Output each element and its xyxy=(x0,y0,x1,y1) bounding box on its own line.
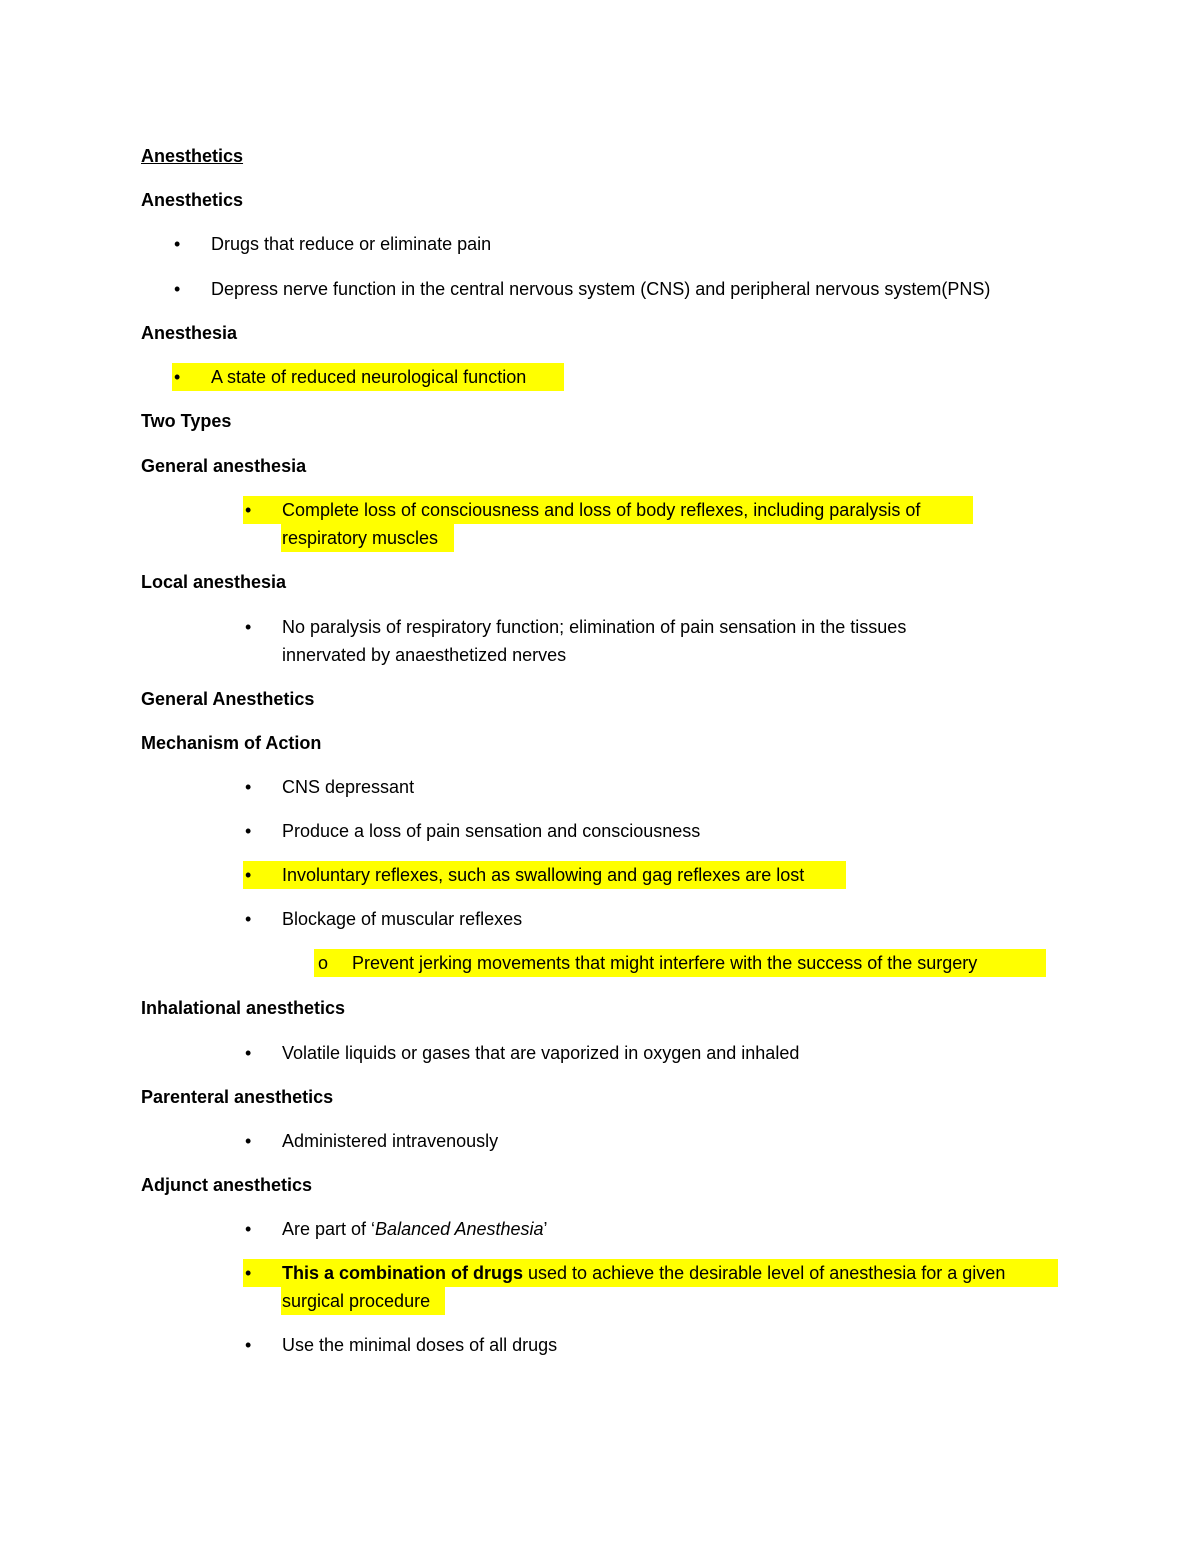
heading-anesthetics: Anesthetics xyxy=(141,190,244,210)
sub-bullet-icon: o xyxy=(318,953,329,973)
list-item-highlighted: A state of reduced neurological function xyxy=(211,367,527,387)
list-item: CNS depressant xyxy=(282,777,415,797)
bullet-icon: • xyxy=(245,1131,252,1151)
bullet-icon: • xyxy=(245,1335,252,1355)
bullet-icon: • xyxy=(245,1219,252,1239)
text-run: ’ xyxy=(543,1219,548,1239)
list-item: Blockage of muscular reflexes xyxy=(282,909,523,929)
bullet-icon: • xyxy=(245,617,252,637)
heading-general-anesthetics: General Anesthetics xyxy=(141,689,315,709)
bullet-icon: • xyxy=(245,500,252,520)
list-item: Volatile liquids or gases that are vaporized in oxygen and inhaled xyxy=(282,1043,800,1063)
heading-parenteral: Parenteral anesthetics xyxy=(141,1087,334,1107)
list-item-continuation: respiratory muscles xyxy=(282,528,439,548)
heading-inhalational: Inhalational anesthetics xyxy=(141,998,346,1018)
heading-adjunct: Adjunct anesthetics xyxy=(141,1175,313,1195)
list-item: No paralysis of respiratory function; elimination of pain sensation in the tissues xyxy=(282,617,907,637)
heading-two-types: Two Types xyxy=(141,411,232,431)
heading-mechanism-of-action: Mechanism of Action xyxy=(141,733,322,753)
bullet-icon: • xyxy=(245,821,252,841)
heading-general-anesthesia: General anesthesia xyxy=(141,456,307,476)
list-item: Drugs that reduce or eliminate pain xyxy=(211,234,492,254)
list-item xyxy=(282,1215,548,1243)
list-item: Use the minimal doses of all drugs xyxy=(282,1335,558,1355)
heading-anesthesia: Anesthesia xyxy=(141,323,238,343)
list-item-highlighted: Involuntary reflexes, such as swallowing and gag reflexes are lost xyxy=(282,865,805,885)
bullet-icon: • xyxy=(245,865,252,885)
list-item-highlighted: Complete loss of consciousness and loss of body reflexes, including paralysis of xyxy=(282,500,921,520)
list-item: Produce a loss of pain sensation and consciousness xyxy=(282,821,701,841)
list-item: Depress nerve function in the central nervous system (CNS) and peripheral nervous system(PNS) xyxy=(211,279,991,299)
heading-local-anesthesia: Local anesthesia xyxy=(141,572,287,592)
bullet-icon: • xyxy=(174,279,181,299)
bullet-icon: • xyxy=(245,777,252,797)
list-item: Administered intravenously xyxy=(282,1131,499,1151)
bullet-icon: • xyxy=(174,234,181,254)
text-run: used to achieve the desirable level of anesthesia for a given xyxy=(523,1263,1006,1283)
bullet-icon: • xyxy=(245,1043,252,1063)
list-item-continuation: surgical procedure xyxy=(282,1291,431,1311)
sub-list-item-highlighted: Prevent jerking movements that might interfere with the success of the surgery xyxy=(352,953,978,973)
bullet-icon: • xyxy=(174,367,181,387)
list-item-highlighted xyxy=(282,1259,1005,1287)
text-run: Are part of ‘ xyxy=(282,1219,376,1239)
italic-text-run: Balanced Anesthesia xyxy=(375,1219,544,1239)
list-item-continuation: innervated by anaesthetized nerves xyxy=(282,645,567,665)
bold-text-run: This a combination of drugs xyxy=(282,1263,524,1283)
bullet-icon: • xyxy=(245,1263,252,1283)
document-title: Anesthetics xyxy=(141,146,244,166)
bullet-icon: • xyxy=(245,909,252,929)
